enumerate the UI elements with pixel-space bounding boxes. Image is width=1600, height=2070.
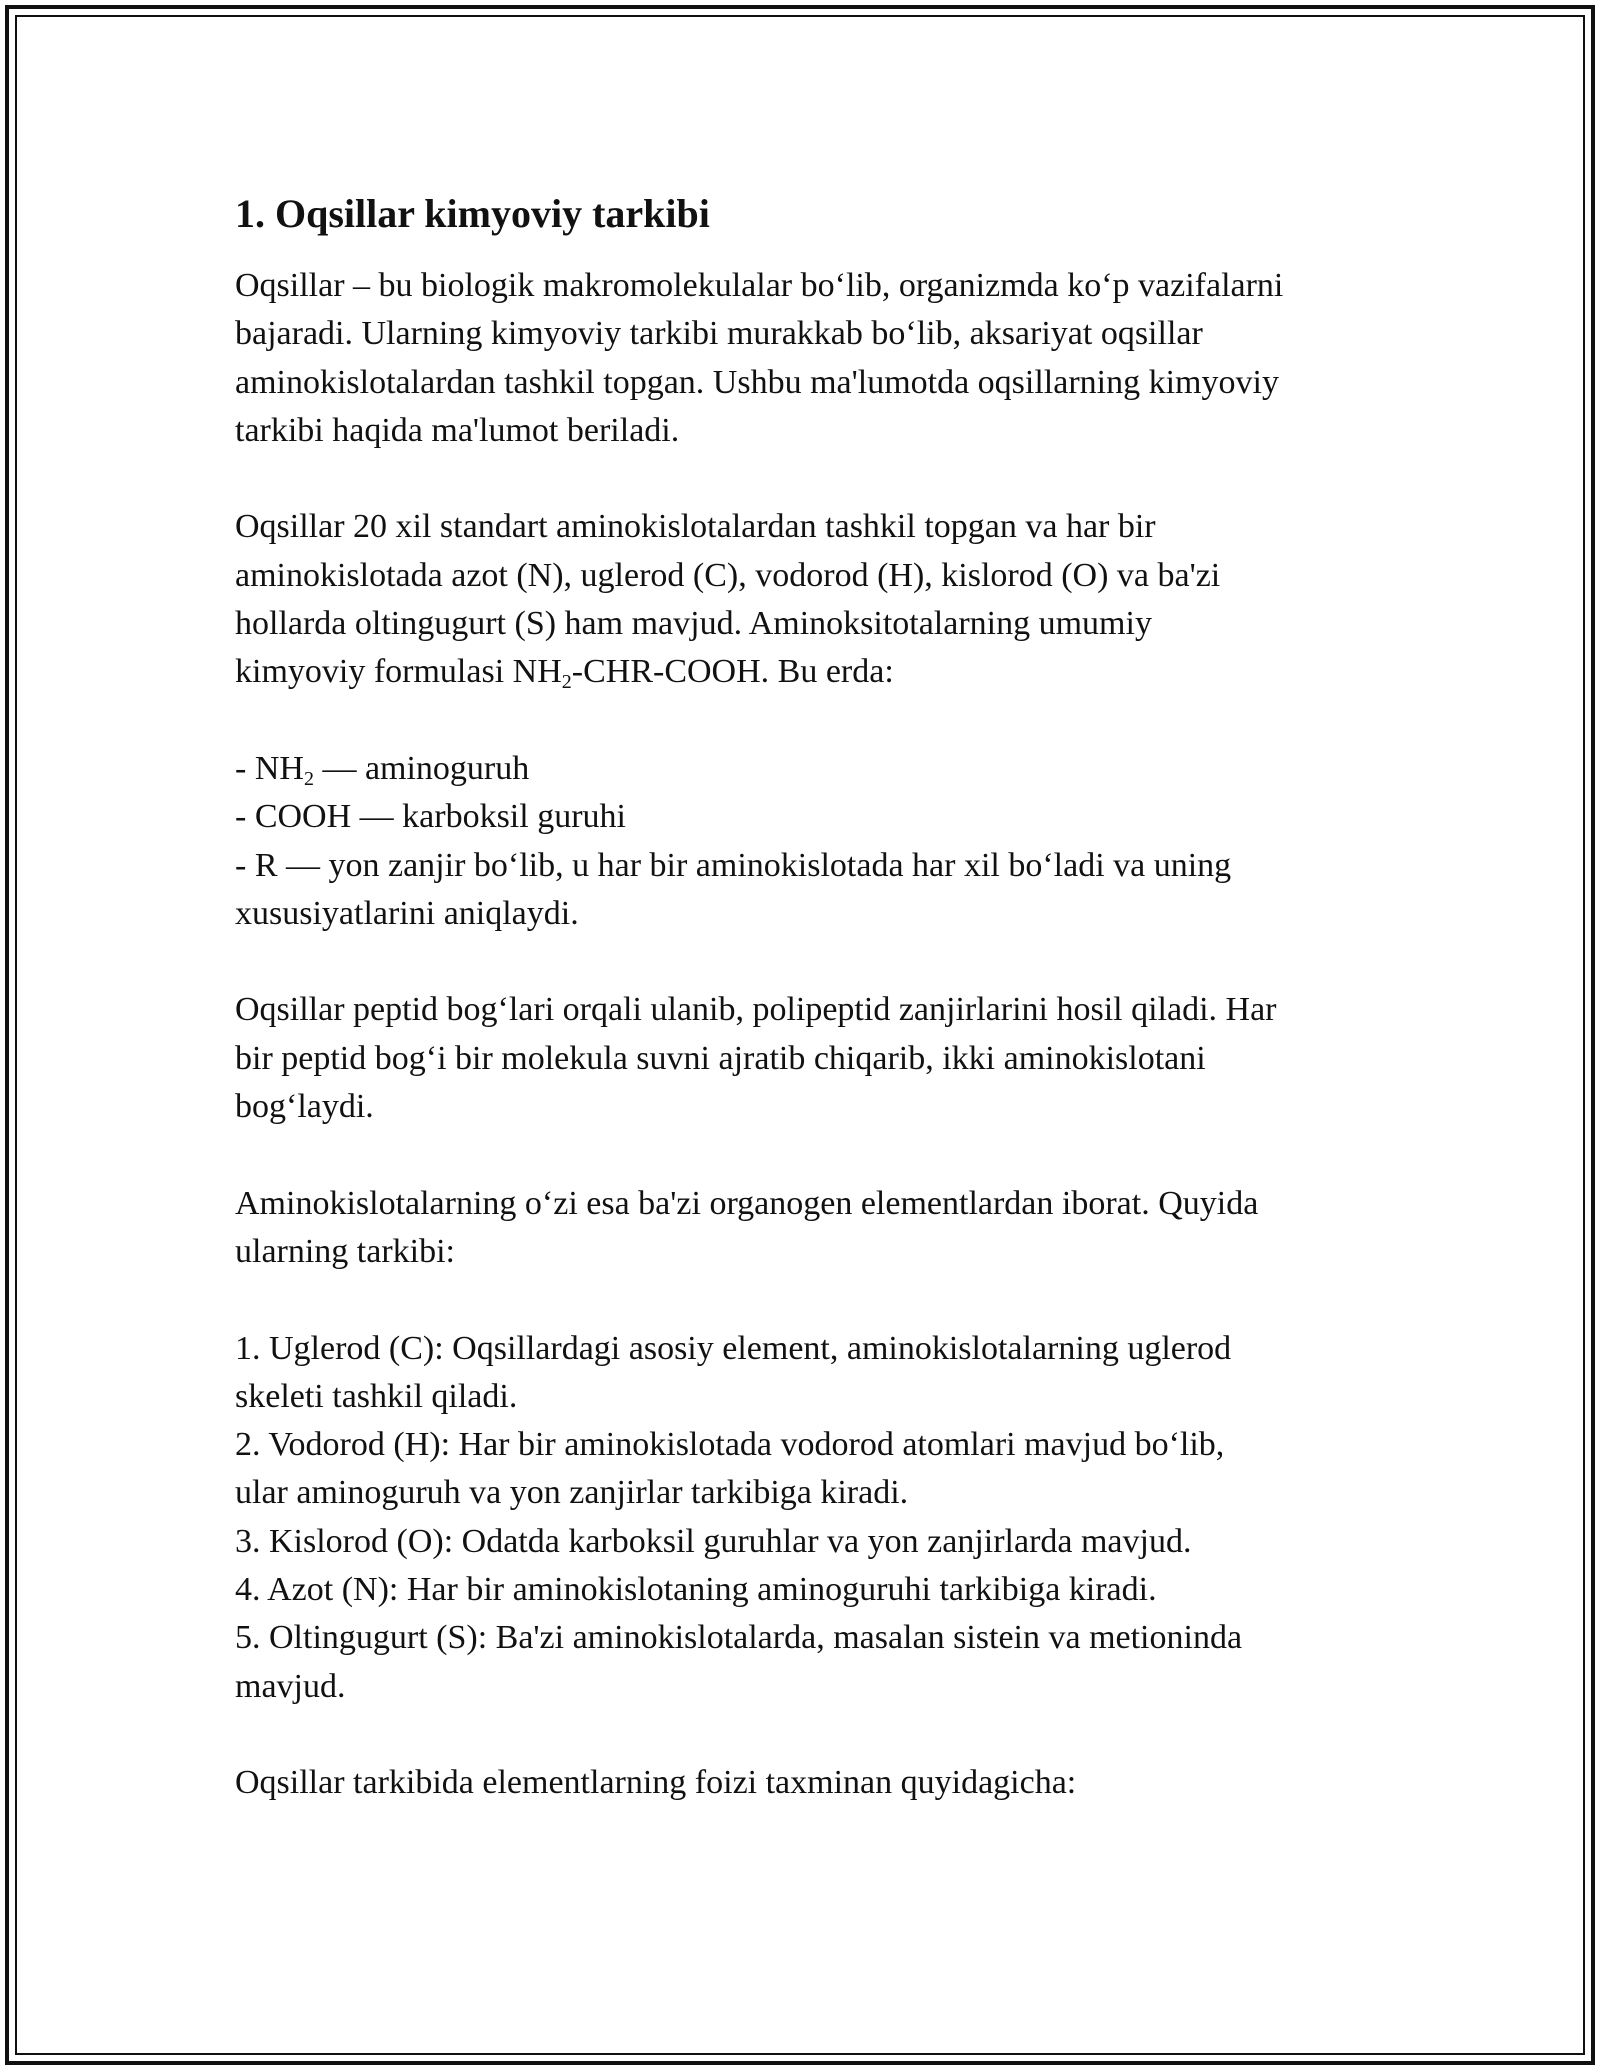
- text-line: tarkibi haqida ma'lumot beriladi.: [235, 411, 680, 449]
- list-item-sulfur: 5. Oltingugurt (S): Ba'zi aminokislotalarda, masalan sistein va metioninda: [235, 1619, 1243, 1657]
- text-line: mavjud.: [235, 1667, 346, 1705]
- elements-list: [235, 1325, 1395, 1711]
- text-line: aminokislotalardan tashkil topgan. Ushbu ma'lumotda oqsillarning kimyoviy: [235, 363, 1279, 401]
- section-heading: 1. Oqsillar kimyoviy tarkibi: [235, 191, 710, 236]
- formula-line: kimyoviy formulasi $NH_2-CHR$-COOH. Bu erda:: [235, 653, 894, 694]
- amino-acid-paragraph: [235, 503, 1395, 696]
- text-line: hollarda oltingugurt (S) ham mavjud. Aminoksitotalarning umumiy: [235, 605, 1152, 643]
- text-line: ularning tarkibi:: [235, 1232, 456, 1270]
- text-line: bajaradi. Ularning kimyoviy tarkibi murakkab bo‘lib, aksariyat oqsillar: [235, 315, 1203, 353]
- list-item-oxygen: 3. Kislorod (O): Odatda karboksil guruhlar va yon zanjirlarda mavjud.: [235, 1522, 1192, 1560]
- text-line: aminokislotada azot (N), uglerod (C), vodorod (H), kislorod (O) va ba'zi: [235, 556, 1221, 594]
- text-line: bir peptid bog‘i bir molekula suvni ajratib chiqarib, ikki aminokislotani: [235, 1039, 1206, 1077]
- text-line: Oqsillar 20 xil standart aminokislotalardan tashkil topgan va har bir: [235, 508, 1156, 546]
- functional-groups-list: [235, 745, 1395, 938]
- text-line: Oqsillar tarkibida elementlarning foizi taxminan quyidagicha:: [235, 1764, 1077, 1802]
- list-item-hydrogen: 2. Vodorod (H): Har bir aminokislotada vodorod atomlari mavjud bo‘lib,: [235, 1426, 1225, 1464]
- text-line: Oqsillar peptid bog‘lari orqali ulanib, polipeptid zanjirlarini hosil qiladi. Har: [235, 991, 1277, 1029]
- intro-paragraph: [235, 262, 1395, 455]
- text-line: ular aminoguruh va yon zanjirlar tarkibiga kiradi.: [235, 1474, 909, 1512]
- list-item-amino-group: - $NH_2$ — aminoguruh: [235, 749, 530, 790]
- document-body: [235, 188, 1395, 1808]
- peptide-bond-paragraph: [235, 986, 1395, 1131]
- subscript: 2: [561, 671, 572, 694]
- list-item-side-chain: - R — yon zanjir bo‘lib, u har bir aminokislotada har xil bo‘ladi va uning: [235, 846, 1232, 884]
- list-item-carboxyl-group: - COOH — karboksil guruhi: [235, 798, 626, 836]
- list-item-nitrogen: 4. Azot (N): Har bir aminokislotaning aminoguruhi tarkibiga kiradi.: [235, 1571, 1157, 1609]
- text-line: Aminokislotalarning o‘zi esa ba'zi organogen elementlardan iborat. Quyida: [235, 1184, 1259, 1222]
- subscript: 2: [303, 767, 314, 790]
- percentage-intro-paragraph: [235, 1759, 1395, 1807]
- list-item-carbon: 1. Uglerod (C): Oqsillardagi asosiy element, aminokislotalarning uglerod: [235, 1329, 1232, 1367]
- text-line: skeleti tashkil qiladi.: [235, 1377, 518, 1415]
- text-line: xususiyatlarini aniqlaydi.: [235, 894, 579, 932]
- text-line: Oqsillar – bu biologik makromolekulalar bo‘lib, organizmda ko‘p vazifalarni: [235, 267, 1284, 304]
- text-line: bog‘laydi.: [235, 1088, 374, 1126]
- organogen-paragraph: [235, 1180, 1395, 1277]
